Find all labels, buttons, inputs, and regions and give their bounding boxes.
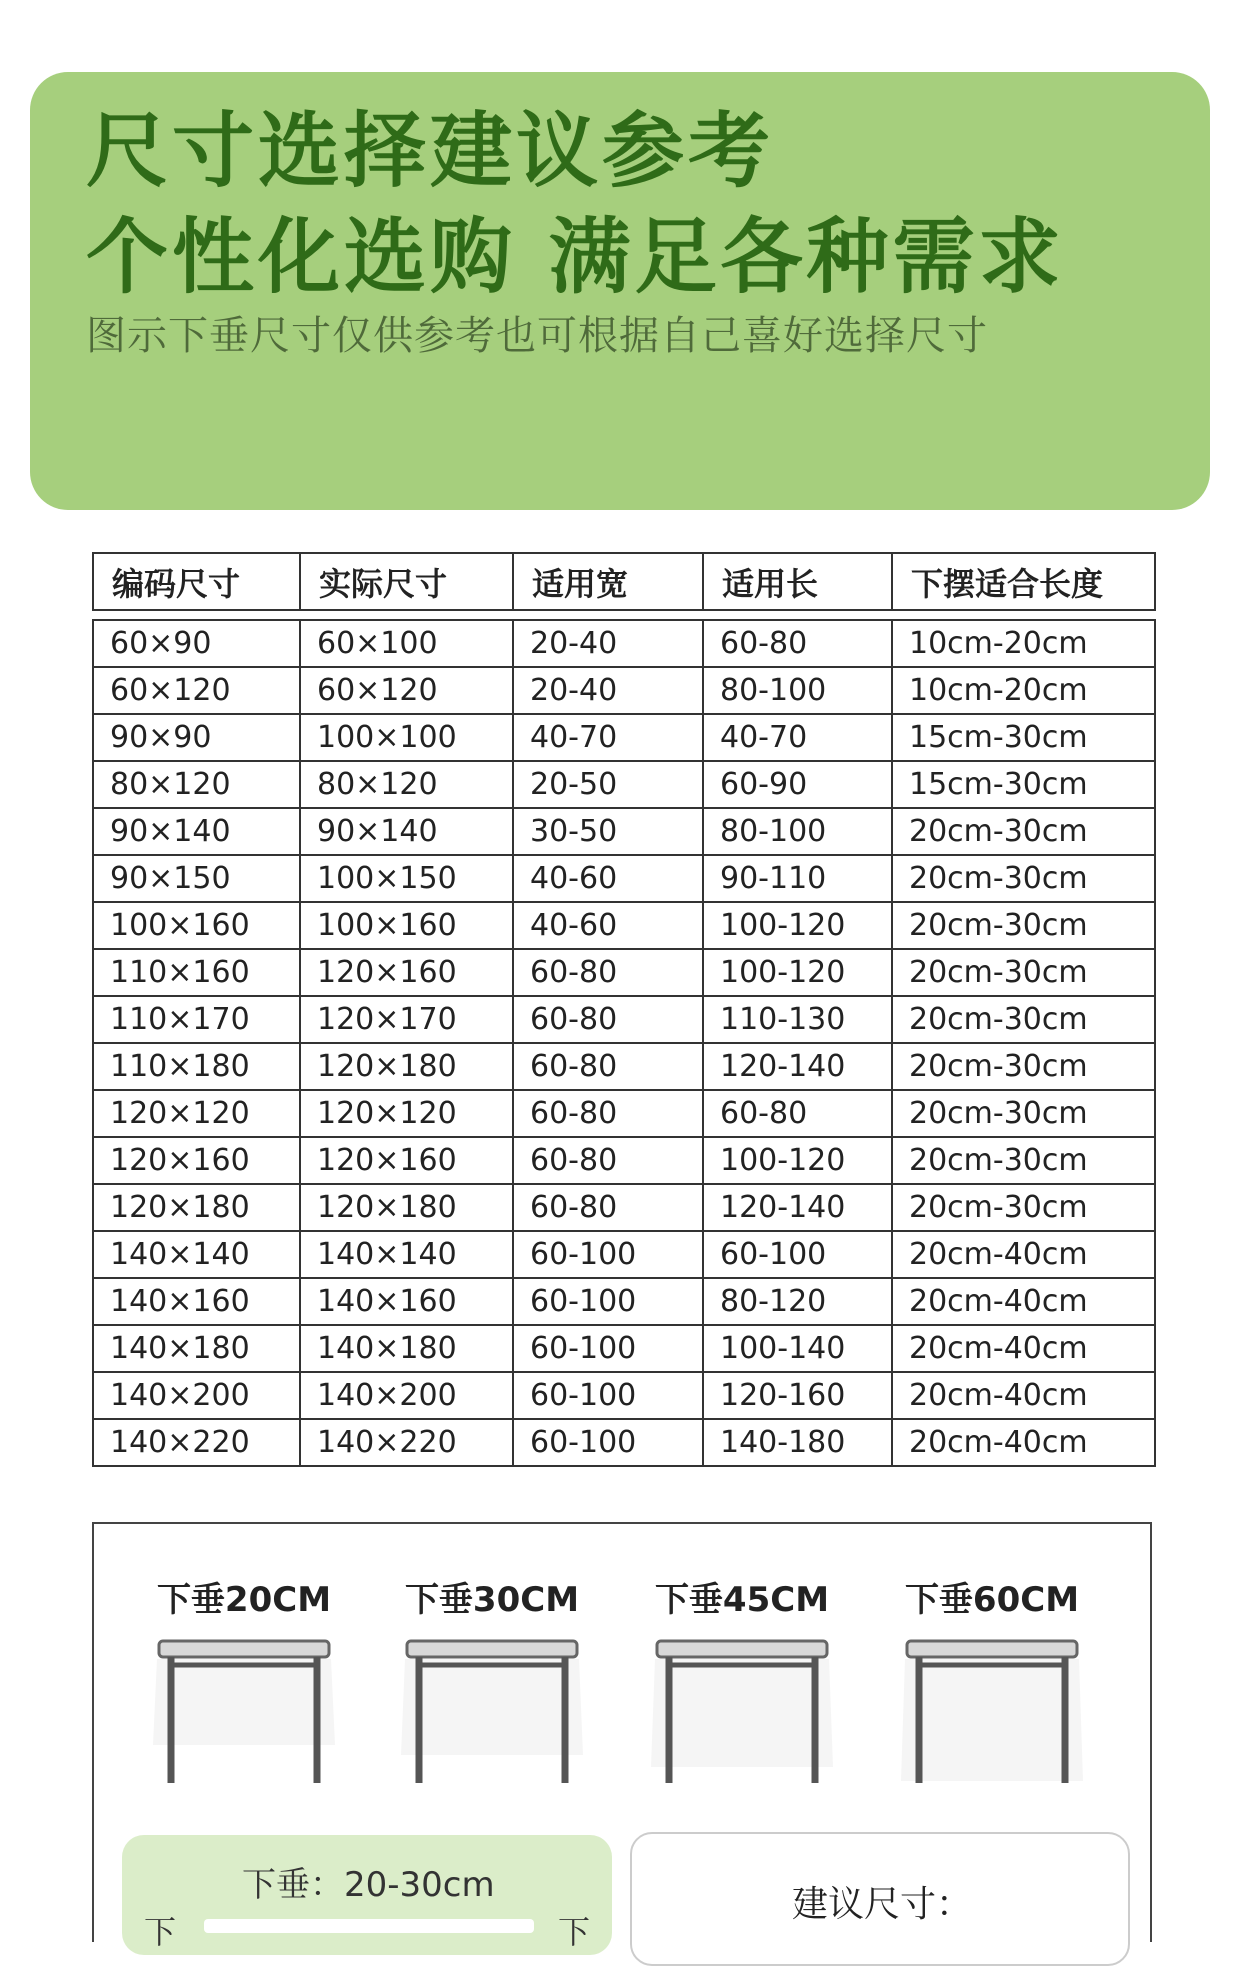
cell-hem-length: 20cm-30cm — [892, 808, 1155, 855]
drape-option-45 — [642, 1572, 842, 1785]
cell-hem-length: 20cm-30cm — [892, 855, 1155, 902]
cell-fit-length: 60-90 — [703, 761, 892, 808]
cell-hem-length: 20cm-40cm — [892, 1325, 1155, 1372]
cell-actual-size: 100×160 — [300, 902, 513, 949]
table-row — [93, 949, 1155, 996]
table-row — [93, 1184, 1155, 1231]
cell-actual-size: 120×180 — [300, 1184, 513, 1231]
cell-fit-length: 60-80 — [703, 1090, 892, 1137]
cell-code-size: 120×120 — [93, 1090, 300, 1137]
cell-actual-size: 120×170 — [300, 996, 513, 1043]
table-row — [93, 1419, 1155, 1466]
column-header-fit-width: 适用宽 — [513, 553, 703, 610]
cell-fit-length: 90-110 — [703, 855, 892, 902]
cell-actual-size: 120×180 — [300, 1043, 513, 1090]
cell-actual-size: 120×160 — [300, 1137, 513, 1184]
table-row — [93, 808, 1155, 855]
cell-fit-width: 40-60 — [513, 902, 703, 949]
cell-code-size: 60×120 — [93, 667, 300, 714]
cell-hem-length: 20cm-40cm — [892, 1372, 1155, 1419]
table-gap — [93, 610, 1155, 620]
table-row — [93, 855, 1155, 902]
cell-fit-length: 100-140 — [703, 1325, 892, 1372]
cell-fit-length: 100-120 — [703, 1137, 892, 1184]
drape-option-30 — [392, 1572, 592, 1785]
cell-fit-length: 80-100 — [703, 808, 892, 855]
column-header-hem-length: 下摆适合长度 — [892, 553, 1155, 610]
table-row — [93, 902, 1155, 949]
cell-fit-width: 20-40 — [513, 667, 703, 714]
cell-hem-length: 20cm-30cm — [892, 1090, 1155, 1137]
cell-hem-length: 20cm-30cm — [892, 1184, 1155, 1231]
table-row — [93, 761, 1155, 808]
cell-hem-length: 15cm-30cm — [892, 714, 1155, 761]
cell-hem-length: 20cm-30cm — [892, 1137, 1155, 1184]
drape-side-left: 下 — [144, 1913, 177, 1951]
table-row — [93, 1231, 1155, 1278]
cell-code-size: 110×180 — [93, 1043, 300, 1090]
cell-hem-length: 20cm-40cm — [892, 1419, 1155, 1466]
cell-code-size: 110×160 — [93, 949, 300, 996]
cell-actual-size: 140×200 — [300, 1372, 513, 1419]
table-icon — [149, 1635, 339, 1785]
cell-actual-size: 120×160 — [300, 949, 513, 996]
column-header-actual-size: 实际尺寸 — [300, 553, 513, 610]
cell-actual-size: 60×100 — [300, 620, 513, 667]
table-row — [93, 1372, 1155, 1419]
cell-hem-length: 20cm-40cm — [892, 1231, 1155, 1278]
cell-code-size: 120×160 — [93, 1137, 300, 1184]
cell-fit-length: 80-100 — [703, 667, 892, 714]
cell-actual-size: 60×120 — [300, 667, 513, 714]
cell-code-size: 140×140 — [93, 1231, 300, 1278]
cell-actual-size: 80×120 — [300, 761, 513, 808]
suggested-size-label: 建议尺寸： — [792, 1884, 973, 1925]
cell-fit-length: 100-120 — [703, 902, 892, 949]
cell-code-size: 140×220 — [93, 1419, 300, 1466]
table-row — [93, 620, 1155, 667]
cell-code-size: 140×180 — [93, 1325, 300, 1372]
page-title: 尺寸选择建议参考 — [86, 104, 775, 199]
cell-hem-length: 20cm-30cm — [892, 1043, 1155, 1090]
cell-fit-width: 40-60 — [513, 855, 703, 902]
cell-code-size: 140×160 — [93, 1278, 300, 1325]
cell-code-size: 100×160 — [93, 902, 300, 949]
table-row — [93, 1137, 1155, 1184]
cell-fit-width: 40-70 — [513, 714, 703, 761]
table-icon — [647, 1635, 837, 1785]
column-header-fit-length: 适用长 — [703, 553, 892, 610]
cell-code-size: 80×120 — [93, 761, 300, 808]
cell-hem-length: 20cm-30cm — [892, 949, 1155, 996]
cell-actual-size: 100×150 — [300, 855, 513, 902]
table-row — [93, 1325, 1155, 1372]
page-title-secondary: 个性化选购 满足各种需求 — [86, 210, 1065, 305]
drape-label: 下垂30CM — [404, 1580, 580, 1620]
cell-actual-size: 90×140 — [300, 808, 513, 855]
cell-hem-length: 15cm-30cm — [892, 761, 1155, 808]
cell-fit-length: 60-100 — [703, 1231, 892, 1278]
cell-hem-length: 20cm-30cm — [892, 996, 1155, 1043]
table-top-shape — [204, 1919, 534, 1933]
cell-fit-width: 60-80 — [513, 1090, 703, 1137]
cell-actual-size: 100×100 — [300, 714, 513, 761]
cell-fit-width: 60-100 — [513, 1419, 703, 1466]
cell-fit-width: 20-50 — [513, 761, 703, 808]
cell-fit-width: 60-80 — [513, 1184, 703, 1231]
cell-code-size: 110×170 — [93, 996, 300, 1043]
column-header-code-size: 编码尺寸 — [93, 553, 300, 610]
cell-actual-size: 140×220 — [300, 1419, 513, 1466]
cell-fit-width: 60-100 — [513, 1231, 703, 1278]
cell-code-size: 120×180 — [93, 1184, 300, 1231]
drape-range-label: 下垂：20-30cm — [242, 1865, 495, 1905]
cell-hem-length: 20cm-30cm — [892, 902, 1155, 949]
cell-fit-length: 100-120 — [703, 949, 892, 996]
cell-fit-length: 60-80 — [703, 620, 892, 667]
drape-label: 下垂20CM — [156, 1580, 332, 1620]
table-row — [93, 1043, 1155, 1090]
cell-fit-width: 60-80 — [513, 1137, 703, 1184]
cell-fit-length: 40-70 — [703, 714, 892, 761]
table-row — [93, 996, 1155, 1043]
table-icon — [397, 1635, 587, 1785]
table-row — [93, 1090, 1155, 1137]
cell-fit-length: 120-140 — [703, 1043, 892, 1090]
table-icon — [897, 1635, 1087, 1785]
cell-fit-length: 80-120 — [703, 1278, 892, 1325]
cell-fit-width: 60-80 — [513, 949, 703, 996]
drape-label: 下垂60CM — [904, 1580, 1080, 1620]
table-row — [93, 667, 1155, 714]
table-row — [93, 1278, 1155, 1325]
cell-fit-length: 120-160 — [703, 1372, 892, 1419]
cell-actual-size: 120×120 — [300, 1090, 513, 1137]
cell-actual-size: 140×180 — [300, 1325, 513, 1372]
suggested-size-panel — [630, 1832, 1130, 1966]
drape-side-right: 下 — [557, 1913, 590, 1951]
cell-fit-width: 60-100 — [513, 1372, 703, 1419]
cell-fit-width: 30-50 — [513, 808, 703, 855]
cell-fit-width: 60-100 — [513, 1325, 703, 1372]
cell-code-size: 140×200 — [93, 1372, 300, 1419]
cell-hem-length: 10cm-20cm — [892, 620, 1155, 667]
drape-option-60 — [892, 1572, 1092, 1785]
cell-fit-length: 140-180 — [703, 1419, 892, 1466]
cell-actual-size: 140×160 — [300, 1278, 513, 1325]
page-subtitle: 图示下垂尺寸仅供参考也可根据自己喜好选择尺寸 — [86, 313, 988, 359]
drape-label: 下垂45CM — [654, 1580, 830, 1620]
size-table — [92, 552, 1154, 1467]
cell-actual-size: 140×140 — [300, 1231, 513, 1278]
cell-code-size: 90×150 — [93, 855, 300, 902]
cell-fit-width: 60-100 — [513, 1278, 703, 1325]
table-header-row — [93, 553, 1155, 610]
cell-fit-length: 120-140 — [703, 1184, 892, 1231]
cell-fit-width: 60-80 — [513, 996, 703, 1043]
table-row — [93, 714, 1155, 761]
drape-range-panel — [122, 1835, 612, 1955]
cell-hem-length: 10cm-20cm — [892, 667, 1155, 714]
cell-code-size: 90×90 — [93, 714, 300, 761]
cell-fit-width: 60-80 — [513, 1043, 703, 1090]
cell-hem-length: 20cm-40cm — [892, 1278, 1155, 1325]
cell-code-size: 90×140 — [93, 808, 300, 855]
cell-fit-length: 110-130 — [703, 996, 892, 1043]
cell-code-size: 60×90 — [93, 620, 300, 667]
cell-fit-width: 20-40 — [513, 620, 703, 667]
drape-option-20 — [144, 1572, 344, 1785]
